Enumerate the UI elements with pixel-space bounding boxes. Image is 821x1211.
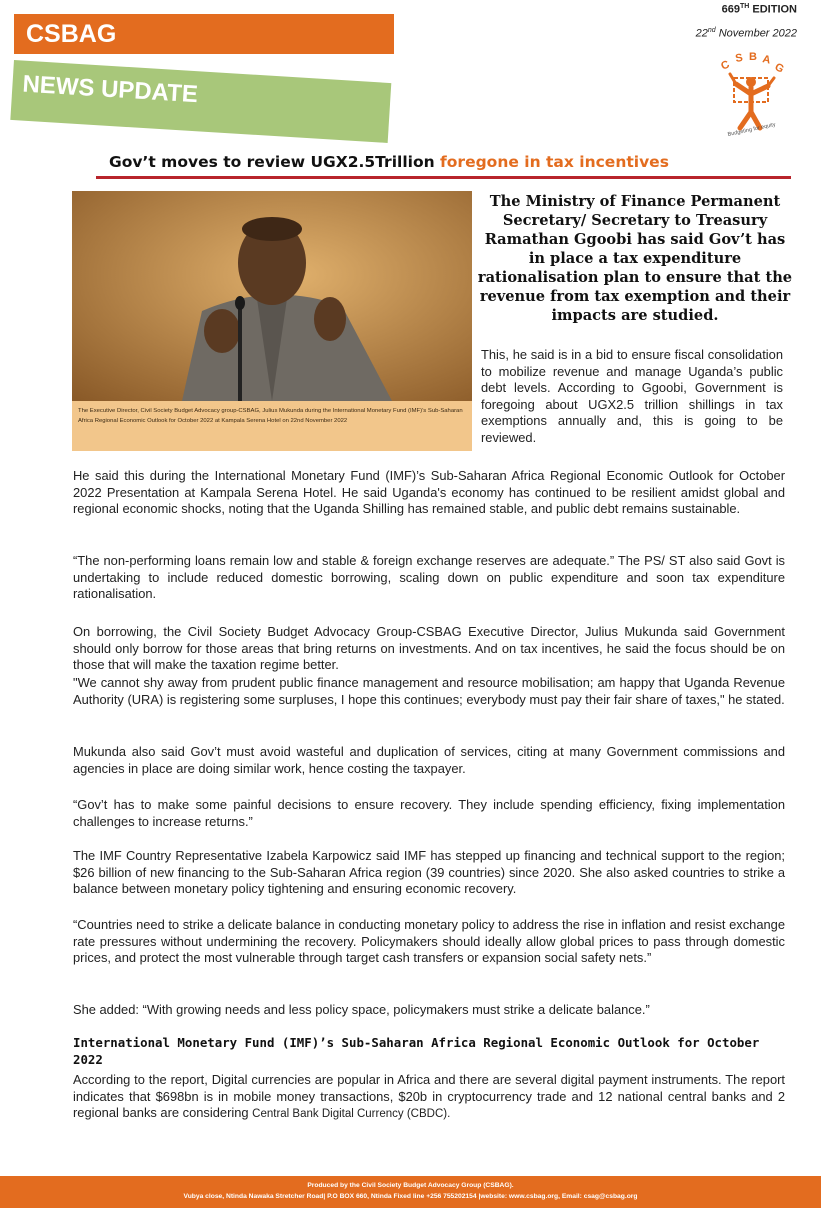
body-paragraph: “Countries need to strike a delicate balance in conducting monetary policy to address the rise in inflation and resist exchange rate pressures without undermining the recovery. Policymakers should ideally allow global prices to pass through domestic prices, and protect the most vulnerable through target cash transfers or expansion social safety nets.” (73, 917, 785, 965)
body-paragraph: He said this during the International Monetary Fund (IMF)’s Sub-Saharan Africa Regional Economic Outlook for October 2022 Presentation at Kampala Serena Hotel. He said Uganda's economy has continued to be resilient amidst global and regional economic shocks, noting that the Uganda Shilling has remained stable, and public debt remains sustainable. (73, 468, 785, 516)
report-section-heading: International Monetary Fund (IMF)’s Sub-Saharan Africa Regional Economic Outlook for October 2022 (73, 1035, 760, 1067)
article-headline (109, 153, 669, 171)
brand-name: CSBAG (26, 20, 117, 48)
report-text-cbdc: Central Bank Digital Currency (CBDC). (252, 1108, 451, 1120)
photo-caption: The Executive Director, Civil Society Budget Advocacy group-CSBAG, Julius Mukunda during the International Monetary Fund (IMF)’s Sub-Saharan Africa Regional Economic Outlook for October 2022 at Kampala Serena Hotel on 22nd November 2022 (72, 401, 472, 451)
report-text: According to the report, Digital currencies are popular in Africa and there are several digital payment instruments. The report indicates that $698bn is in mobile money transactions, $20b in cryptocurrency trade and 12 national central banks and 2 regional banks are considering (73, 1072, 785, 1120)
body-paragraph: The IMF Country Representative Izabela Karpowicz said IMF has stepped up financing and technical support to the region; $26 billion of new financing to the Sub-Saharan Africa region (39 countries) since 2020. She also asked countries to strike a balance between monetary policy tightening and ensuring economic recovery. (73, 848, 785, 896)
headline-accent: foregone in tax incentives (440, 153, 669, 171)
speaker-photo (72, 191, 472, 401)
footer-producer: Produced by the Civil Society Budget Advocacy Group (CSBAG). (307, 1182, 514, 1189)
svg-text:S: S (734, 52, 744, 65)
svg-text:B: B (749, 52, 757, 63)
side-paragraph: This, he said is in a bid to ensure fiscal consolidation to mobilize revenue and manage Uganda’s public debt levels. According to Ggoobi, Government is foregoing about UGX2.5 trillion shillings in tax exemptions annually and, this is going to be reviewed. (481, 347, 783, 445)
edition-number: 669 (721, 3, 740, 16)
body-paragraph: “Gov’t has to make some painful decisions to ensure recovery. They include spending efficiency, fixing implementation challenges to increase returns.” (73, 797, 785, 829)
news-update-banner (10, 60, 391, 143)
headline-rule (96, 176, 791, 179)
brand-bar (14, 14, 394, 54)
footer-contacts: Vubya close, Ntinda Nawaka Stretcher Road| P.O BOX 660, Ntinda Fixed line +256 755202154 |website: www.csbag.org, Email: csag@csbag.org (183, 1193, 638, 1200)
svg-text:G: G (772, 61, 786, 76)
date-day: 22 (695, 27, 708, 40)
headline-main: Gov’t moves to review UGX2.5Trillion (109, 153, 441, 171)
article-lede: The Ministry of Finance Permanent Secretary/ Secretary to Treasury Ramathan Ggoobi has said Gov’t has in place a tax expenditure rationalisation plan to ensure that the revenue from tax exemption and their impacts are studied. (477, 193, 793, 324)
svg-text:Budgeting for equity: Budgeting for equity (727, 121, 777, 138)
report-section-text (73, 1072, 785, 1123)
date-rest: November 2022 (715, 27, 797, 40)
body-paragraph: On borrowing, the Civil Society Budget Advocacy Group-CSBAG Executive Director, Julius Mukunda said Government should only borrow for those areas that bring returns on investments. And on tax incentives, he said the focus should be on those that will make the taxation regime better. (73, 624, 785, 672)
edition-suffix: TH (739, 3, 750, 10)
edition-text: EDITION (749, 3, 797, 16)
section-label: NEWS UPDATE (21, 70, 199, 109)
date-suffix: nd (707, 27, 716, 34)
body-paragraph: "We cannot shy away from prudent public finance management and resource mobilisation; am happy that Uganda Revenue Authority (URA) is registering some surpluses, I hope this continues; everybody must pay their fair share of taxes," he stated. (73, 675, 785, 707)
speaker-photo-illustration (72, 191, 472, 401)
body-paragraph: “The non-performing loans remain low and stable & foreign exchange reserves are adequate.” The PS/ ST also said Govt is undertaking to include reduced domestic borrowing, scaling down on public expenditure and soon tax expenditure rationalisation. (73, 553, 785, 601)
edition-label (722, 3, 797, 16)
svg-text:A: A (761, 53, 772, 67)
csbag-logo (714, 52, 790, 138)
body-paragraph: She added: “With growing needs and less policy space, policymakers must strike a delicate balance.” (73, 1002, 650, 1017)
body-paragraph: Mukunda also said Gov’t must avoid wasteful and duplication of services, citing at many Government commissions and agencies in place are doing similar work, hence costing the taxpayer. (73, 744, 785, 776)
issue-date (696, 27, 797, 40)
svg-text:C: C (719, 58, 732, 73)
page-footer (0, 1176, 821, 1208)
